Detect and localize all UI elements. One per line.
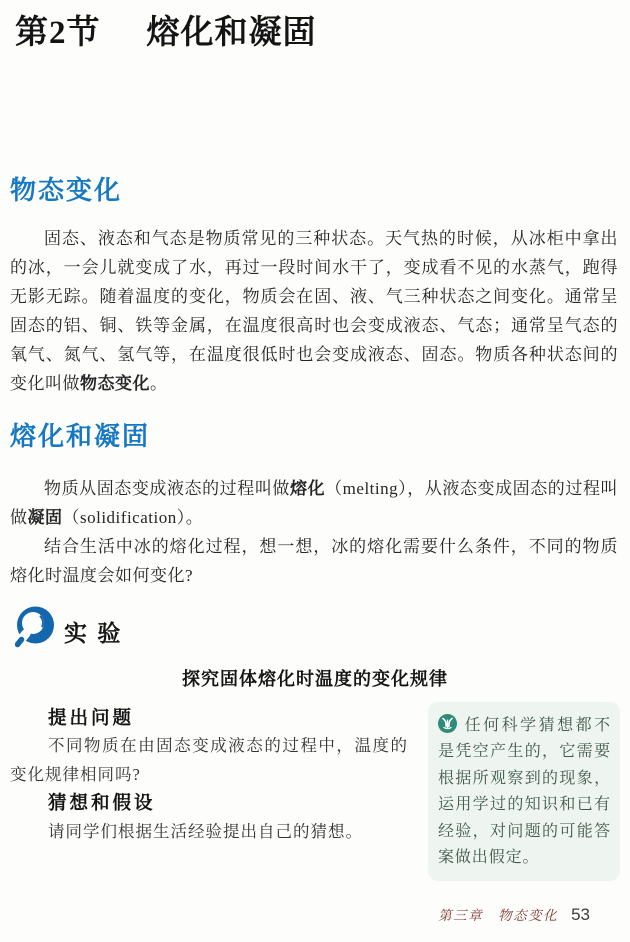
paragraph-states-of-matter [10,224,618,398]
page-footer [0,904,590,925]
paragraph-text: 物质从固态变成液态的过程叫做 [44,479,290,498]
question-heading: 提出问题 [48,707,135,728]
bold-term-state-change: 物态变化 [80,374,150,393]
paragraph-text: 固态、液态和气态是物质常见的三种状态。天气热的时候，从冰柜中拿出的冰，一会儿就变成了水，再过一段时间水干了，变成看不见的水蒸气，跑得无影无踪。随着温度的变化，物质会在固、液、气三种状态之间变化。通常呈固态的铝、铜、铁等金属，在温度很高时也会变成液态、气态；通常呈气态的氧气、氮气、氢气等，在温度很低时也会变成液态、固态。物质各种状态间的变化叫做 [10,229,618,393]
hypothesis-heading: 猜想和假设 [48,792,156,813]
footer-page-number: 53 [571,905,590,924]
bold-term-solidification: 凝固 [27,508,63,527]
margin-note [428,702,620,881]
pen-nib-icon [438,714,457,733]
bold-term-melting: 熔化 [289,479,326,498]
section-title: 熔化和凝固 [146,15,317,51]
paragraph [10,224,618,398]
heading-states-of-matter: 物态变化 [10,175,123,205]
question-text: 不同物质在由固态变成液态的过程中，温度的变化规律相同吗? [10,736,408,784]
paragraph-think-prompt: 结合生活中冰的熔化过程，想一想，冰的熔化需要什么条件，不同的物质熔化时温度会如何变化? [10,537,618,585]
paragraph-melting-definition [10,474,618,590]
experiment-badge-label: 实 验 [64,620,123,646]
hypothesis-text: 请同学们根据生活经验提出自己的猜想。 [48,822,363,841]
section-number-label: 第2节 [15,15,101,51]
experiment-title: 探究固体熔化时温度的变化规律 [182,669,448,689]
magnifier-icon [15,606,55,650]
margin-note-text: 任何科学猜想都不是凭空产生的，它需要根据所观察到的现象，运用学过的知识和已有经验，对问题的可能答案做出假定。 [438,717,611,867]
paragraph-text-tail: 。 [150,374,168,393]
paragraph-text: （solidification）。 [62,508,204,527]
footer-chapter-title: 第三章 物态变化 [438,908,559,923]
page-title [15,6,317,53]
heading-melting-solidifying: 熔化和凝固 [10,421,151,451]
paragraph-text: （melting），从液态变成固态的过程叫做 [10,479,619,527]
experiment-badge [15,606,55,650]
paragraph [10,474,618,532]
